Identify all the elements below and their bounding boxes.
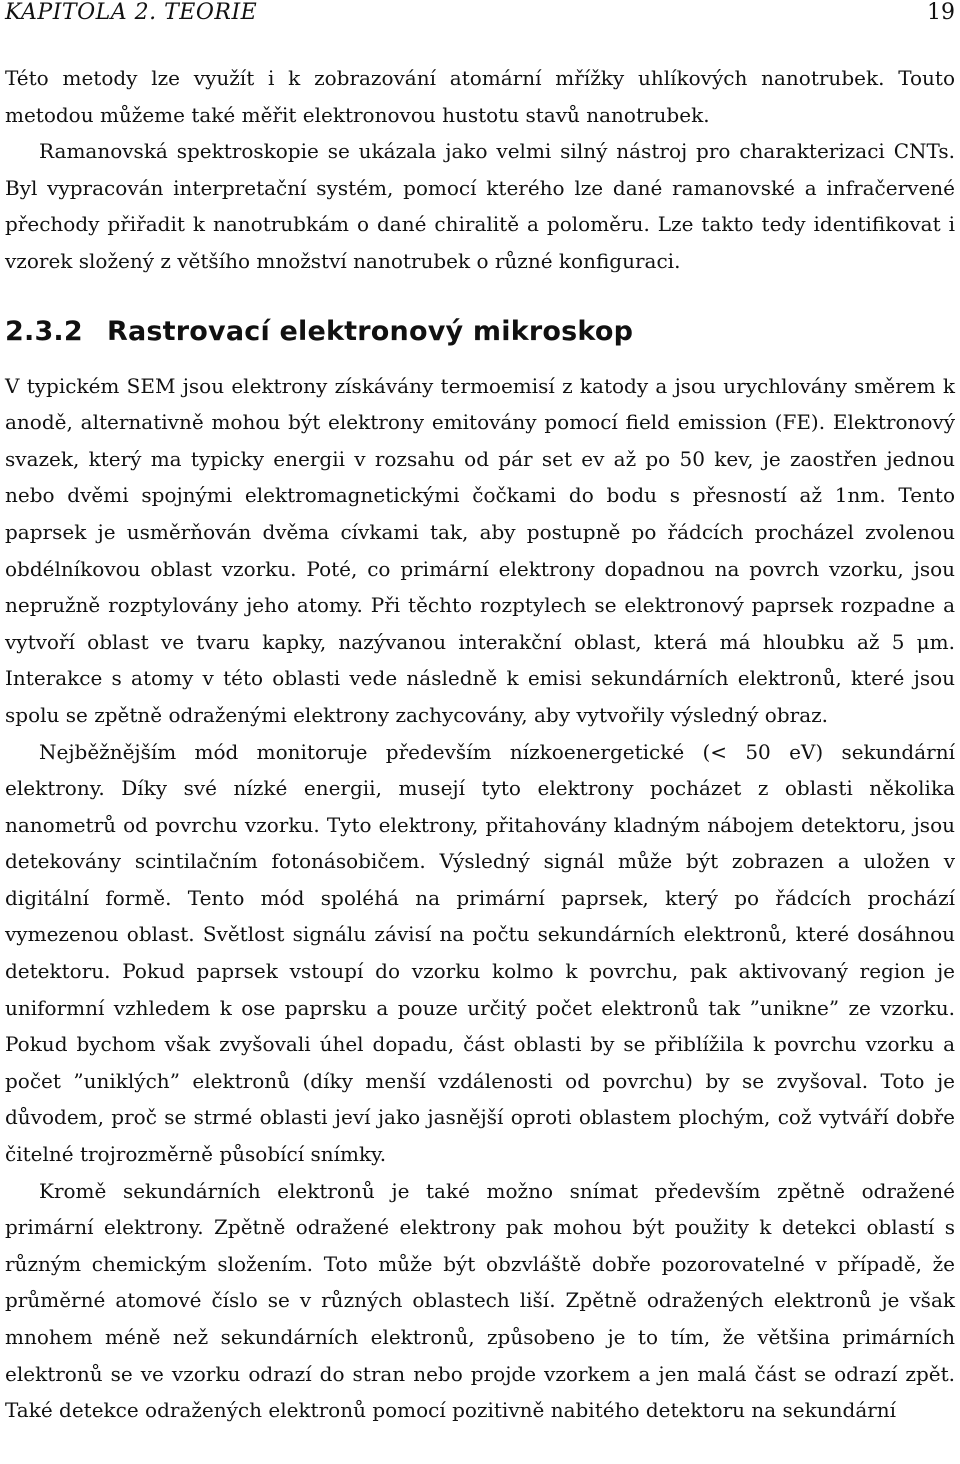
page-number: 19 bbox=[927, 0, 955, 25]
section-heading bbox=[5, 314, 955, 350]
paragraph: Ramanovská spektroskopie se ukázala jako velmi silný nástroj pro charakterizaci CNTs. Byl vypracován interpretační systém, pomocí kterého lze dané ramanovské a infračervené přechody přiřadit k nanotrubkám o dané chiralitě a poloměru. Lze takto tedy identifikovat i vzorek složený z většího množství nanotrubek o různé konfiguraci. bbox=[5, 139, 955, 273]
paragraph: Této metody lze využít i k zobrazování atomární mřížky uhlíkových nanotrubek. Touto metodou můžeme také měřit elektronovou hustotu stavů nanotrubek. bbox=[5, 66, 955, 127]
body-after-section bbox=[5, 368, 955, 1429]
chapter-title: KAPITOLA 2. TEORIE bbox=[5, 0, 258, 25]
section-number: 2.3.2 bbox=[5, 315, 83, 347]
paragraph: V typickém SEM jsou elektrony získávány termoemisí z katody a jsou urychlovány směrem k anodě, alternativně mohou být elektrony emitovány pomocí field emission (FE). Elektronový svazek, který ma typicky energii v rozsahu od pár set ev až po 50 kev, je zaostřen jednou nebo dvěmi spojnými elektromagnetickými čočkami do bodu s přesností až 1nm. Tento paprsek je usměrňován dvěma cívkami tak, aby postupně po řádcích procházel zvolenou obdélníkovou oblast vzorku. Poté, co primární elektrony dopadnou na povrch vzorku, jsou nepružně rozptylovány jeho atomy. Při těchto rozptylech se elektronový paprsek rozpadne a vytvoří oblast ve tvaru kapky, nazývanou interakční oblast, která má hloubku až 5 μm. Interakce s atomy v této oblasti vede následně k emisi sekundárních elektronů, které jsou spolu se zpětně odraženými elektrony zachycovány, aby vytvořily výsledný obraz. bbox=[5, 373, 955, 727]
running-header bbox=[5, 0, 955, 50]
paragraph: Nejběžnějším mód monitoruje především nízkoenergetické (< 50 eV) sekundární elektrony. Díky své nízké energii, musejí tyto elektrony pocházet z oblasti několika nanometrů od povrchu vzorku. Tyto elektrony, přitahovány kladným nábojem detektoru, jsou detekovány scintilačním fotonásobičem. Výsledný signál může být zobrazen a uložen v digitální formě. Tento mód spoléhá na primární paprsek, který po řádcích prochází vymezenou oblast. Světlost signálu závisí na počtu sekundárních elektronů, které dosáhnou detektoru. Pokud paprsek vstoupí do vzorku kolmo k povrchu, pak aktivovaný region je uniformní vzhledem k ose paprsku a pouze určitý počet elektronů tak ”unikne” ze vzorku. Pokud bychom však zvyšovali úhel dopadu, část oblasti by se přiblížila k povrchu vzorku a počet ”uniklých” elektronů (díky menší vzdálenosti od povrchu) by se zvyšoval. Toto je důvodem, proč se strmé oblasti jeví jako jasnější oproti oblastem plochým, což vytváří dobře čitelné trojrozměrně působící snímky. bbox=[5, 739, 955, 1167]
document-page bbox=[5, 0, 955, 1429]
paragraph: Kromě sekundárních elektronů je také možno snímat především zpětně odražené primární elektrony. Zpětně odražené elektrony pak mohou být použity k detekci oblastí s různým chemickým složením. Toto může být obzvláště dobře pozorovatelné v případě, že průměrné atomové číslo se v různých oblastech liší. Zpětně odražených elektronů je však mnohem méně než sekundárních elektronů, způsobeno je to tím, že většina primárních elektronů se ve vzorku odrazí do stran nebo projde vzorkem a jen malá část se odrazí zpět. Také detekce odražených elektronů pomocí pozitivně nabitého detektoru na sekundární bbox=[5, 1178, 955, 1423]
body-before-section bbox=[5, 60, 955, 280]
section-title: Rastrovací elektronový mikroskop bbox=[107, 315, 634, 347]
